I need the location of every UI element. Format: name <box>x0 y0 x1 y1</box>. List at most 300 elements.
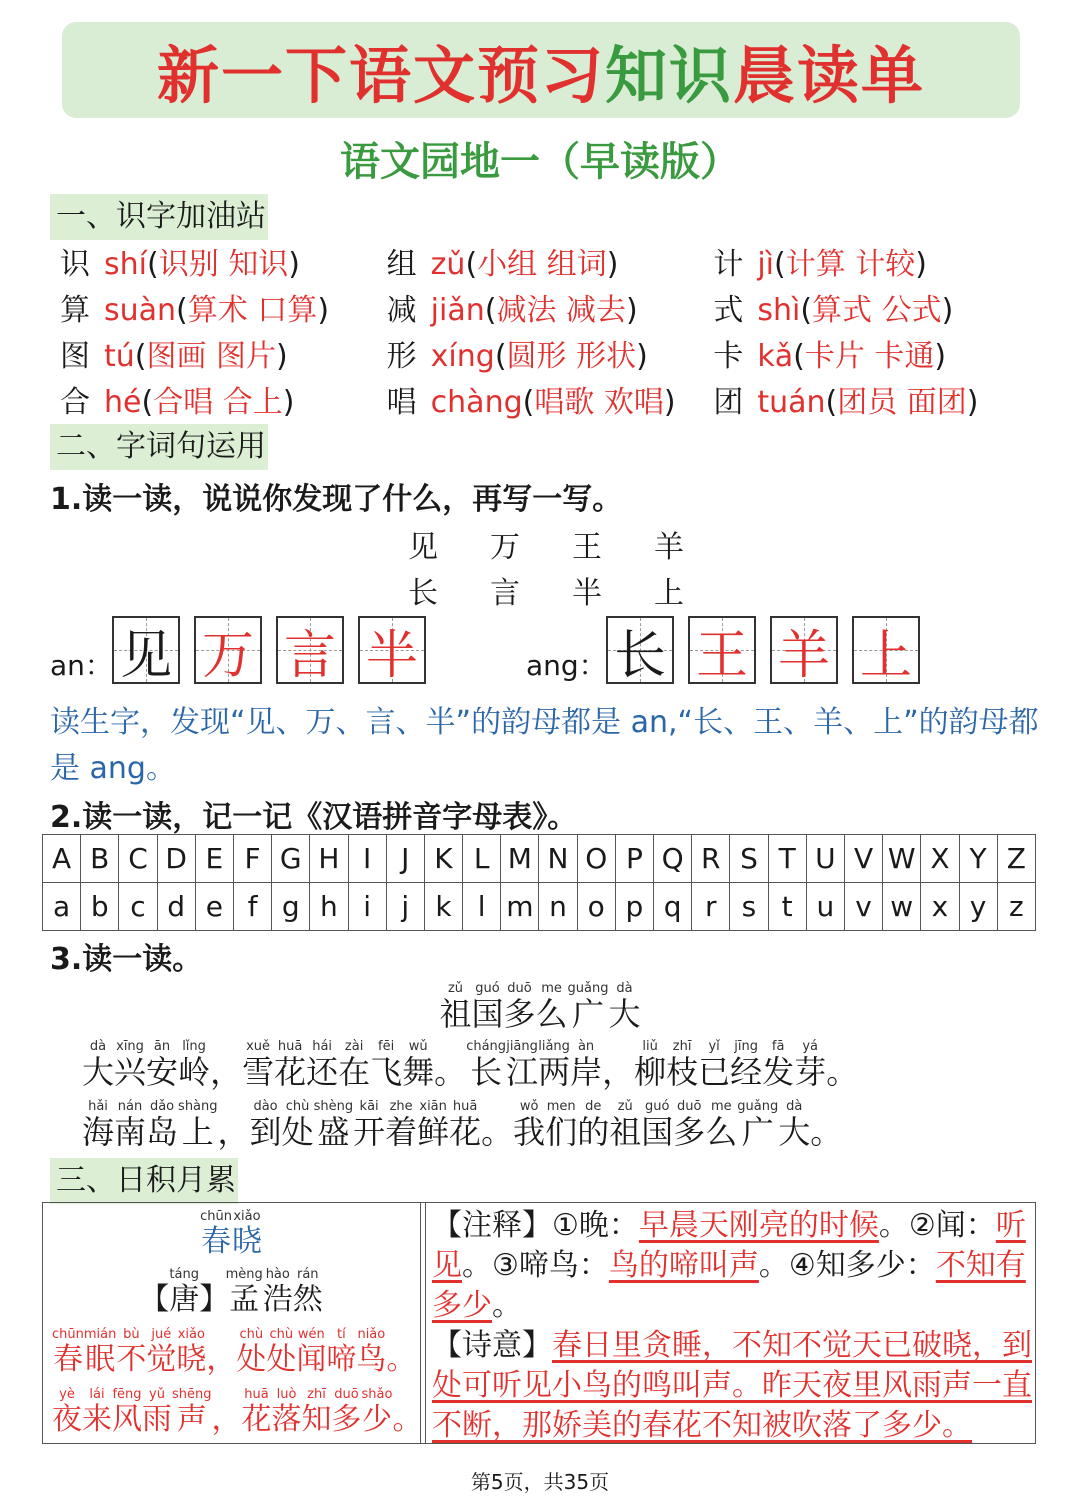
entry-word: 减去 <box>556 293 627 328</box>
sample-char: 言 <box>490 576 520 611</box>
entry-char: 形 <box>386 339 417 374</box>
pinyin: niǎo <box>356 1327 387 1342</box>
ruby-char: 。 <box>826 1053 859 1091</box>
alphabet-cell: K <box>424 835 462 883</box>
ruby-char: 雨yǔ <box>142 1387 172 1437</box>
writing-box <box>112 616 180 684</box>
pinyin: àn <box>570 1039 603 1054</box>
paren: ) <box>317 293 330 328</box>
ruby-char: 眠mián <box>83 1327 117 1377</box>
entry-word: 形状 <box>566 339 637 374</box>
alphabet-cell: d <box>157 883 195 931</box>
paren: ) <box>915 247 927 282</box>
alphabet-cell: i <box>348 883 386 931</box>
ruby-char: 飞fēi <box>370 1039 403 1091</box>
entry-word: 减法 <box>496 293 557 328</box>
ruby-char: 的de <box>577 1099 610 1151</box>
literacy-entry <box>383 377 710 421</box>
pinyin: jué <box>146 1327 177 1342</box>
pinyin: lái <box>82 1387 112 1402</box>
alphabet-cell: u <box>806 883 844 931</box>
box-char: 上 <box>859 625 912 686</box>
paren: ( <box>484 293 497 328</box>
ruby-char: 然rán <box>292 1267 323 1317</box>
ruby-char: 还hái <box>306 1039 339 1091</box>
ruby-char: 么me <box>535 981 568 1033</box>
pinyin: kāi <box>353 1099 386 1114</box>
paren: ( <box>141 385 154 420</box>
box-char: 言 <box>283 625 336 686</box>
pinyin: chù <box>281 1099 314 1114</box>
alphabet-cell: E <box>195 835 233 883</box>
literacy-entry <box>383 239 710 283</box>
pinyin: bù <box>116 1327 147 1342</box>
ruby-char: ， <box>211 1402 242 1437</box>
literacy-entry <box>56 377 383 421</box>
ruby-char: 长cháng <box>466 1039 507 1091</box>
ruby-char: 浩hào <box>262 1267 293 1317</box>
entry-pinyin: jiǎn <box>430 293 485 328</box>
pinyin: ān <box>146 1039 179 1054</box>
box-char: 万 <box>201 625 254 686</box>
alphabet-cell: V <box>844 835 882 883</box>
title-banner <box>62 22 1020 118</box>
paren: ( <box>825 385 838 420</box>
entry-word: 组词 <box>537 247 607 282</box>
pinyin: wǔ <box>402 1039 435 1054</box>
entry-char: 卡 <box>713 339 744 374</box>
pinyin: zǔ <box>609 1099 642 1114</box>
ruby-char: 少shǎo <box>361 1387 393 1437</box>
alphabet-cell: n <box>539 883 577 931</box>
ruby-char: 落luò <box>271 1387 302 1437</box>
entry-word: 卡片 <box>804 339 865 374</box>
an-label: an： <box>50 649 113 682</box>
entry-char: 合 <box>60 385 90 420</box>
box-char: 羊 <box>777 625 830 686</box>
title-part-1: 新一下语文预习 <box>156 38 605 112</box>
pinyin: liǎng <box>538 1039 571 1054</box>
pinyin: shǎo <box>361 1387 393 1402</box>
pinyin: zài <box>338 1039 371 1054</box>
ruby-char: 国guó <box>471 981 504 1033</box>
pinyin: huā <box>241 1387 272 1402</box>
note-2-label: 。②闻： <box>878 1208 996 1243</box>
ruby-char: 。 <box>434 1053 467 1091</box>
ruby-char: 发fā <box>762 1039 795 1091</box>
ruby-char: 来lái <box>82 1387 112 1437</box>
ruby-char: 春chūn <box>52 1327 84 1377</box>
alphabet-cell: Z <box>997 835 1035 883</box>
alphabet-cell: z <box>997 883 1035 931</box>
alphabet-cell: F <box>233 835 271 883</box>
ruby-char: 夜yè <box>52 1387 82 1437</box>
question-3: 3.读一读。 <box>50 942 203 977</box>
box-char: 长 <box>613 625 666 686</box>
paren: ( <box>800 293 813 328</box>
entry-char: 识 <box>60 247 90 282</box>
alphabet-cell: H <box>310 835 348 883</box>
pinyin: yè <box>52 1387 82 1402</box>
sample-char: 羊 <box>654 530 684 565</box>
entry-word: 欢唱 <box>594 385 664 420</box>
ruby-char: 处chù <box>236 1327 267 1377</box>
poem-verse-1 <box>52 1328 422 1378</box>
ruby-char: 晓xiǎo <box>176 1327 207 1377</box>
literacy-row <box>56 376 1036 422</box>
entry-pinyin: xíng <box>430 339 495 374</box>
poem-notes <box>432 1206 1032 1446</box>
pinyin: hào <box>262 1267 293 1282</box>
paren: ) <box>626 293 638 328</box>
ruby-char: 。 <box>810 1113 843 1151</box>
literacy-entry <box>709 377 1036 421</box>
question-1: 1.读一读，说说你发现了什么，再写一写。 <box>50 482 623 517</box>
box-char: 半 <box>365 625 418 686</box>
pinyin: wǒ <box>513 1099 546 1114</box>
paren: ( <box>793 339 805 374</box>
ruby-char: 风fēng <box>112 1387 142 1437</box>
entry-pinyin: tuán <box>757 385 826 420</box>
literacy-grid <box>56 238 1036 422</box>
pinyin: me <box>535 981 568 996</box>
ruby-char: 国guó <box>641 1099 674 1151</box>
pinyin: men <box>545 1099 578 1114</box>
entry-word: 算式 <box>812 293 873 328</box>
paren: ) <box>282 385 295 420</box>
pinyin: chù <box>266 1327 297 1342</box>
alphabet-cell: k <box>424 883 462 931</box>
writing-box <box>276 616 344 684</box>
alphabet-cell: w <box>883 883 921 931</box>
alphabet-cell: a <box>43 883 81 931</box>
note-3-label: 。③啼鸟： <box>462 1248 609 1283</box>
pinyin: chūn <box>52 1327 84 1342</box>
ruby-char: 祖zǔ <box>439 981 472 1033</box>
ruby-char: 晓xiǎo <box>231 1209 262 1259</box>
entry-pinyin: kǎ <box>757 339 794 374</box>
alphabet-cell: W <box>883 835 921 883</box>
pinyin: me <box>705 1099 738 1114</box>
paren: ( <box>494 339 507 374</box>
chars-row-2 <box>408 568 684 612</box>
sample-char: 见 <box>408 530 438 565</box>
pinyin: wén <box>296 1327 327 1342</box>
entry-char: 组 <box>386 247 417 282</box>
ruby-char: 兴xīng <box>114 1039 147 1091</box>
alphabet-cell: I <box>348 835 386 883</box>
ruby-char: 春chūn <box>200 1209 232 1259</box>
entry-pinyin: hé <box>104 385 142 420</box>
pinyin: xīng <box>114 1039 147 1054</box>
sample-char: 王 <box>572 530 602 565</box>
entry-word: 面团 <box>897 385 967 420</box>
literacy-row <box>56 330 1036 376</box>
section2-heading: 二、字词句运用 <box>50 424 268 470</box>
pinyin: zhī <box>666 1039 699 1054</box>
ruby-char: 南nán <box>114 1099 147 1151</box>
ruby-char: 江jiāng <box>506 1039 539 1091</box>
entry-word: 识别 <box>158 247 219 282</box>
pinyin: dà <box>778 1099 811 1114</box>
entry-pinyin: chàng <box>430 385 523 420</box>
ruby-char: ， <box>217 1113 250 1151</box>
paren: ) <box>276 339 288 374</box>
pinyin: zhe <box>385 1099 418 1114</box>
pinyin: tí <box>326 1327 357 1342</box>
ruby-char: 花huā <box>449 1099 482 1151</box>
an-writing-boxes <box>112 616 440 684</box>
alphabet-cell: Q <box>654 835 692 883</box>
ruby-char: 广guǎng <box>567 981 609 1033</box>
ruby-char: 。 <box>386 1342 417 1377</box>
bracket: 】 <box>199 1282 230 1317</box>
section1-heading: 一、识字加油站 <box>50 194 268 240</box>
alphabet-cell: h <box>310 883 348 931</box>
note-2: 听见 <box>432 1208 1026 1283</box>
pinyin: xuě <box>242 1039 275 1054</box>
ruby-char: 大dà <box>608 981 641 1033</box>
alphabet-cell: R <box>692 835 730 883</box>
ruby-char: 上shàng <box>178 1099 218 1151</box>
ruby-char: 盛shèng <box>313 1099 354 1151</box>
ruby-char: ， <box>210 1053 243 1091</box>
pinyin: guǎng <box>567 981 609 996</box>
uppercase-row <box>43 835 1036 883</box>
alphabet-cell: N <box>539 835 577 883</box>
writing-box <box>852 616 920 684</box>
ruby-char: 鲜xiān <box>417 1099 450 1151</box>
entry-char: 算 <box>60 293 90 328</box>
pinyin: xiǎo <box>231 1209 262 1224</box>
ruby-char: 大dà <box>82 1039 115 1091</box>
note-4: 不知有多少 <box>432 1248 1026 1323</box>
bracket: 【 <box>139 1282 170 1317</box>
ruby-char: 们men <box>545 1099 578 1151</box>
alphabet-cell: v <box>844 883 882 931</box>
paren: ( <box>774 247 786 282</box>
ruby-char: 孟mèng <box>225 1267 263 1317</box>
section3-heading: 三、日积月累 <box>50 1158 238 1204</box>
alphabet-cell: P <box>615 835 653 883</box>
entry-word: 计较 <box>845 247 916 282</box>
pinyin: huā <box>449 1099 482 1114</box>
alphabet-cell: X <box>921 835 959 883</box>
reading-line-2 <box>82 1100 842 1153</box>
alphabet-cell: l <box>463 883 501 931</box>
poem-meaning: 春日里贪睡，不知不觉天已破晓，到处可听见小鸟的鸣叫声。昨天夜里风雨声一直不断，那娇美的春花不知被吹落了多少。 <box>432 1328 1032 1443</box>
pinyin: yá <box>794 1039 827 1054</box>
alphabet-cell: L <box>463 835 501 883</box>
pinyin: chù <box>236 1327 267 1342</box>
entry-char: 式 <box>713 293 744 328</box>
entry-char: 计 <box>713 247 744 282</box>
box-char: 见 <box>119 625 172 686</box>
pinyin: dà <box>608 981 641 996</box>
alphabet-cell: B <box>81 835 119 883</box>
paren: ) <box>288 247 300 282</box>
ang-label: ang： <box>526 649 607 682</box>
poem-verse-2 <box>52 1388 422 1438</box>
poem-author <box>42 1268 420 1318</box>
pinyin: zǔ <box>439 981 472 996</box>
pinyin: xiān <box>417 1099 450 1114</box>
ruby-char: 着zhe <box>385 1099 418 1151</box>
entry-word: 知识 <box>218 247 289 282</box>
question-2: 2.读一读，记一记《汉语拼音字母表》。 <box>50 800 578 835</box>
entry-word: 公式 <box>872 293 942 328</box>
ruby-char: 到dào <box>249 1099 282 1151</box>
poem-name <box>42 1210 420 1260</box>
writing-box <box>194 616 262 684</box>
paren: ) <box>663 385 676 420</box>
pinyin: lǐng <box>178 1039 211 1054</box>
paren: ( <box>146 247 159 282</box>
pinyin: chūn <box>200 1209 232 1224</box>
literacy-entry <box>383 331 710 375</box>
pinyin: guó <box>471 981 504 996</box>
literacy-row <box>56 238 1036 284</box>
pinyin: de <box>577 1099 610 1114</box>
ruby-char: 多duō <box>331 1387 362 1437</box>
alphabet-cell: M <box>501 835 539 883</box>
literacy-entry <box>709 239 1036 283</box>
ruby-char: 岛dǎo <box>146 1099 179 1151</box>
ruby-char: 开kāi <box>353 1099 386 1151</box>
reading-line-1 <box>82 1040 858 1093</box>
lowercase-row <box>43 883 1036 931</box>
pinyin: jīng <box>730 1039 763 1054</box>
alphabet-cell: G <box>272 835 310 883</box>
ruby-char: 知zhī <box>301 1387 332 1437</box>
entry-pinyin: shì <box>757 293 801 328</box>
entry-word: 算术 <box>187 293 248 328</box>
ruby-char: 我wǒ <box>513 1099 546 1151</box>
paren: ) <box>934 339 947 374</box>
ruby-char: 闻wén <box>296 1327 327 1377</box>
alphabet-cell: s <box>730 883 768 931</box>
ruby-char: 不bù <box>116 1327 147 1377</box>
pinyin: hái <box>306 1039 339 1054</box>
subtitle: 语文园地一（早读版） <box>340 139 740 185</box>
pinyin: jiāng <box>506 1039 539 1054</box>
pinyin: nán <box>114 1099 147 1114</box>
reading-title <box>0 982 1080 1035</box>
paren: ) <box>966 385 979 420</box>
literacy-row <box>56 284 1036 330</box>
paren: ( <box>522 385 535 420</box>
title-part-3: 晨读单 <box>733 38 926 112</box>
pinyin: fēng <box>112 1387 142 1402</box>
entry-word: 口算 <box>247 293 318 328</box>
alphabet-cell: m <box>501 883 539 931</box>
literacy-entry <box>383 285 710 329</box>
ruby-char: ， <box>602 1053 635 1091</box>
box-char: 王 <box>695 625 748 686</box>
alphabet-cell: x <box>921 883 959 931</box>
ruby-char: 多duō <box>503 981 536 1033</box>
entry-word: 图片 <box>206 339 277 374</box>
chars-row-1 <box>408 522 684 566</box>
pinyin: shèng <box>313 1099 354 1114</box>
sample-char: 万 <box>490 530 520 565</box>
entry-char: 图 <box>60 339 90 374</box>
writing-box <box>606 616 674 684</box>
pinyin: xiǎo <box>176 1327 207 1342</box>
ruby-char: 海hǎi <box>82 1099 115 1151</box>
alphabet-cell: S <box>730 835 768 883</box>
paren: ( <box>465 247 478 282</box>
ruby-char: 在zài <box>338 1039 371 1091</box>
entry-char: 唱 <box>386 385 417 420</box>
ruby-char: ， <box>206 1342 237 1377</box>
entry-word: 小组 <box>477 247 538 282</box>
literacy-entry <box>709 331 1036 375</box>
entry-pinyin: shí <box>104 247 147 282</box>
pinyin: mián <box>83 1327 117 1342</box>
ruby-char: 枝zhī <box>666 1039 699 1091</box>
pinyin: duō <box>503 981 536 996</box>
alphabet-cell: D <box>157 835 195 883</box>
literacy-entry <box>709 285 1036 329</box>
ruby-char: 大dà <box>778 1099 811 1151</box>
ruby-char: 广guǎng <box>737 1099 779 1151</box>
ruby-char: 舞wǔ <box>402 1039 435 1091</box>
note-1-label: ①晚： <box>552 1208 639 1243</box>
note-3: 鸟的啼叫声 <box>608 1248 759 1283</box>
note-4-label: 。④知多少： <box>758 1248 936 1283</box>
pinyin: duō <box>673 1099 706 1114</box>
notes-end: 。 <box>492 1288 522 1323</box>
sample-char: 长 <box>408 576 438 611</box>
ruby-char: 经jīng <box>730 1039 763 1091</box>
entry-word: 计算 <box>785 247 846 282</box>
ruby-char: 。 <box>481 1113 514 1151</box>
pinyin: yǔ <box>142 1387 172 1402</box>
ruby-char: 。 <box>392 1402 423 1437</box>
paren: ( <box>176 293 188 328</box>
entry-word: 团员 <box>837 385 898 420</box>
pinyin: fēi <box>370 1039 403 1054</box>
writing-box <box>358 616 426 684</box>
alphabet-cell: Y <box>959 835 997 883</box>
sample-char: 上 <box>654 576 684 611</box>
notes-label: 【注释】 <box>432 1208 552 1243</box>
entry-word: 合唱 <box>153 385 214 420</box>
alphabet-cell: f <box>233 883 271 931</box>
ruby-char: 花huā <box>274 1039 307 1091</box>
pinyin: dào <box>249 1099 282 1114</box>
entry-char: 团 <box>713 385 744 420</box>
literacy-entry <box>56 331 383 375</box>
entry-pinyin: zǔ <box>430 247 466 282</box>
sample-char: 半 <box>572 576 602 611</box>
ruby-char: 鸟niǎo <box>356 1327 387 1377</box>
alphabet-cell: J <box>386 835 424 883</box>
pinyin: duō <box>331 1387 362 1402</box>
entry-pinyin: tú <box>104 339 135 374</box>
pinyin: luò <box>271 1387 302 1402</box>
ruby-char: 柳liǔ <box>634 1039 667 1091</box>
page-footer: 第5页，共35页 <box>470 1470 610 1494</box>
pinyin: yǐ <box>698 1039 731 1054</box>
ruby-char: 岸àn <box>570 1039 603 1091</box>
entry-pinyin: jì <box>757 247 775 282</box>
pinyin: dǎo <box>146 1099 179 1114</box>
paren: ) <box>941 293 954 328</box>
ruby-char: 两liǎng <box>538 1039 571 1091</box>
writing-box <box>770 616 838 684</box>
